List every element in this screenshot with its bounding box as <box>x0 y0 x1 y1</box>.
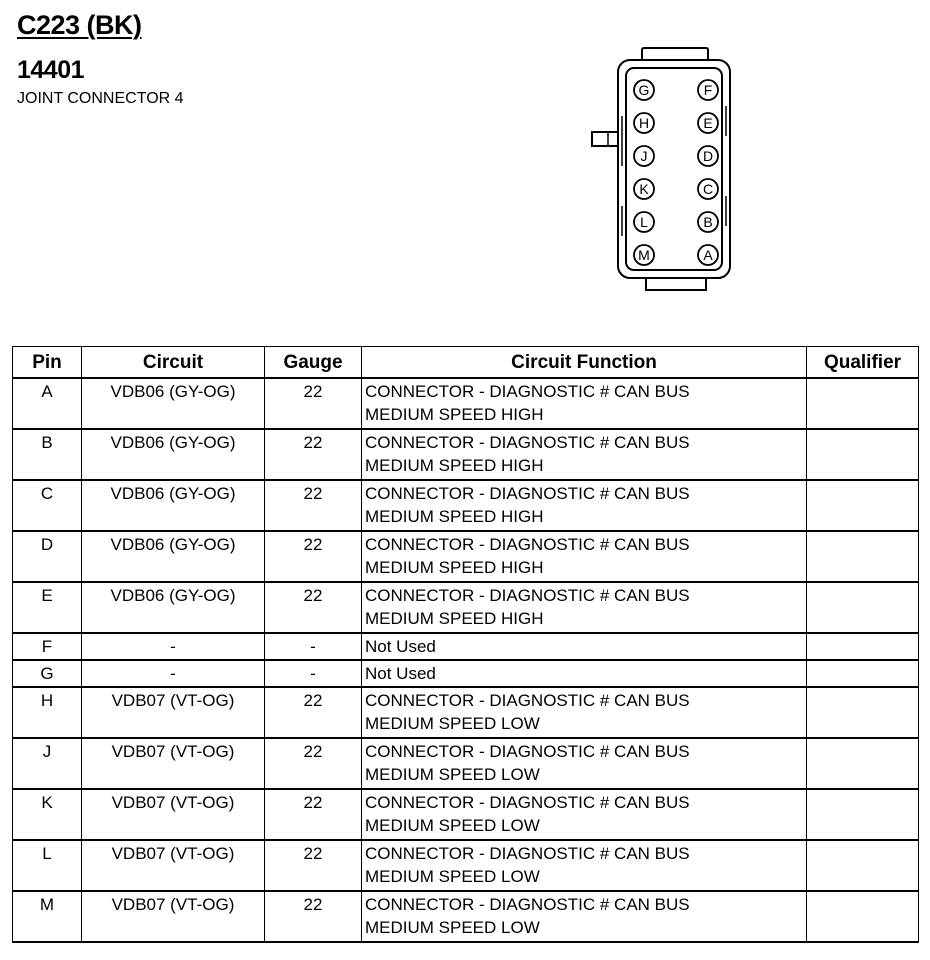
circuit-cell: - <box>82 660 265 687</box>
pin-c-label: C <box>702 181 714 197</box>
pin-d-label: D <box>702 148 714 164</box>
gauge-cell: 22 <box>265 480 362 531</box>
function-cell <box>362 789 807 840</box>
pin-e-label: E <box>703 115 713 131</box>
qualifier-cell <box>807 633 919 660</box>
table-row <box>13 378 919 429</box>
pin-cell: J <box>13 738 82 789</box>
pin-l-label: L <box>640 214 648 230</box>
pin-k-label: K <box>639 181 649 197</box>
function-cell <box>362 531 807 582</box>
function-line-2: MEDIUM SPEED LOW <box>365 714 540 733</box>
connector-title: C223 (BK) <box>17 10 142 40</box>
function-cell <box>362 738 807 789</box>
function-line-1: CONNECTOR - DIAGNOSTIC # CAN BUS <box>365 895 690 914</box>
qualifier-cell <box>807 480 919 531</box>
function-line-2: MEDIUM SPEED HIGH <box>365 456 544 475</box>
function-cell <box>362 633 807 660</box>
table-row <box>13 531 919 582</box>
table-row <box>13 840 919 891</box>
table-row <box>13 660 919 687</box>
function-line-2: MEDIUM SPEED HIGH <box>365 558 544 577</box>
qualifier-cell <box>807 738 919 789</box>
pin-cell: E <box>13 582 82 633</box>
circuit-cell: VDB07 (VT-OG) <box>82 687 265 738</box>
function-line-2: MEDIUM SPEED LOW <box>365 765 540 784</box>
pin-cell: B <box>13 429 82 480</box>
function-line-1: Not Used <box>365 637 436 656</box>
gauge-cell: 22 <box>265 378 362 429</box>
qualifier-cell <box>807 687 919 738</box>
gauge-cell: 22 <box>265 531 362 582</box>
circuit-cell: VDB07 (VT-OG) <box>82 738 265 789</box>
qualifier-cell <box>807 378 919 429</box>
qualifier-cell <box>807 891 919 942</box>
table-row <box>13 582 919 633</box>
circuit-cell: - <box>82 633 265 660</box>
gauge-cell: 22 <box>265 582 362 633</box>
gauge-cell: 22 <box>265 789 362 840</box>
pin-cell: K <box>13 789 82 840</box>
header-function: Circuit Function <box>362 347 807 379</box>
function-line-1: Not Used <box>365 664 436 683</box>
function-cell <box>362 582 807 633</box>
pin-m-label: M <box>638 247 650 263</box>
function-line-1: CONNECTOR - DIAGNOSTIC # CAN BUS <box>365 535 690 554</box>
pin-cell: M <box>13 891 82 942</box>
function-line-2: MEDIUM SPEED LOW <box>365 867 540 886</box>
pin-h-label: H <box>638 115 650 131</box>
gauge-cell: 22 <box>265 429 362 480</box>
part-number: 14401 <box>17 56 85 84</box>
connector-face-diagram <box>586 46 736 296</box>
gauge-cell: 22 <box>265 840 362 891</box>
gauge-cell: - <box>265 633 362 660</box>
header-qualifier: Qualifier <box>807 347 919 379</box>
function-line-1: CONNECTOR - DIAGNOSTIC # CAN BUS <box>365 691 690 710</box>
part-name: JOINT CONNECTOR 4 <box>17 90 184 107</box>
pin-cell: A <box>13 378 82 429</box>
function-line-2: MEDIUM SPEED HIGH <box>365 609 544 628</box>
function-line-1: CONNECTOR - DIAGNOSTIC # CAN BUS <box>365 586 690 605</box>
qualifier-cell <box>807 582 919 633</box>
qualifier-cell <box>807 789 919 840</box>
function-line-2: MEDIUM SPEED LOW <box>365 816 540 835</box>
function-cell <box>362 687 807 738</box>
gauge-cell: 22 <box>265 891 362 942</box>
circuit-cell: VDB06 (GY-OG) <box>82 531 265 582</box>
function-cell <box>362 378 807 429</box>
qualifier-cell <box>807 840 919 891</box>
function-cell <box>362 840 807 891</box>
pin-cell: L <box>13 840 82 891</box>
function-cell <box>362 660 807 687</box>
pin-f-label: F <box>703 82 713 98</box>
qualifier-cell <box>807 531 919 582</box>
header-gauge: Gauge <box>265 347 362 379</box>
function-line-1: CONNECTOR - DIAGNOSTIC # CAN BUS <box>365 844 690 863</box>
circuit-cell: VDB06 (GY-OG) <box>82 378 265 429</box>
gauge-cell: 22 <box>265 687 362 738</box>
pin-cell: G <box>13 660 82 687</box>
circuit-cell: VDB07 (VT-OG) <box>82 789 265 840</box>
pin-cell: D <box>13 531 82 582</box>
function-line-1: CONNECTOR - DIAGNOSTIC # CAN BUS <box>365 793 690 812</box>
function-line-2: MEDIUM SPEED HIGH <box>365 405 544 424</box>
circuit-cell: VDB06 (GY-OG) <box>82 429 265 480</box>
function-cell <box>362 429 807 480</box>
function-cell <box>362 891 807 942</box>
pin-cell: C <box>13 480 82 531</box>
table-row <box>13 429 919 480</box>
qualifier-cell <box>807 660 919 687</box>
table-row <box>13 687 919 738</box>
function-line-1: CONNECTOR - DIAGNOSTIC # CAN BUS <box>365 742 690 761</box>
function-line-1: CONNECTOR - DIAGNOSTIC # CAN BUS <box>365 382 690 401</box>
table-row <box>13 633 919 660</box>
circuit-cell: VDB07 (VT-OG) <box>82 840 265 891</box>
table-row <box>13 789 919 840</box>
header-pin: Pin <box>13 347 82 379</box>
function-line-2: MEDIUM SPEED LOW <box>365 918 540 937</box>
circuit-cell: VDB07 (VT-OG) <box>82 891 265 942</box>
header-circuit: Circuit <box>82 347 265 379</box>
circuit-cell: VDB06 (GY-OG) <box>82 582 265 633</box>
function-cell <box>362 480 807 531</box>
pin-a-label: A <box>703 247 713 263</box>
pin-j-label: J <box>640 148 648 164</box>
pin-g-label: G <box>638 82 650 98</box>
function-line-2: MEDIUM SPEED HIGH <box>365 507 544 526</box>
pin-b-label: B <box>703 214 713 230</box>
table-row <box>13 891 919 942</box>
pinout-table <box>12 346 919 943</box>
function-line-1: CONNECTOR - DIAGNOSTIC # CAN BUS <box>365 433 690 452</box>
qualifier-cell <box>807 429 919 480</box>
table-row <box>13 738 919 789</box>
gauge-cell: - <box>265 660 362 687</box>
table-row <box>13 480 919 531</box>
pin-cell: H <box>13 687 82 738</box>
function-line-1: CONNECTOR - DIAGNOSTIC # CAN BUS <box>365 484 690 503</box>
circuit-cell: VDB06 (GY-OG) <box>82 480 265 531</box>
gauge-cell: 22 <box>265 738 362 789</box>
pin-cell: F <box>13 633 82 660</box>
